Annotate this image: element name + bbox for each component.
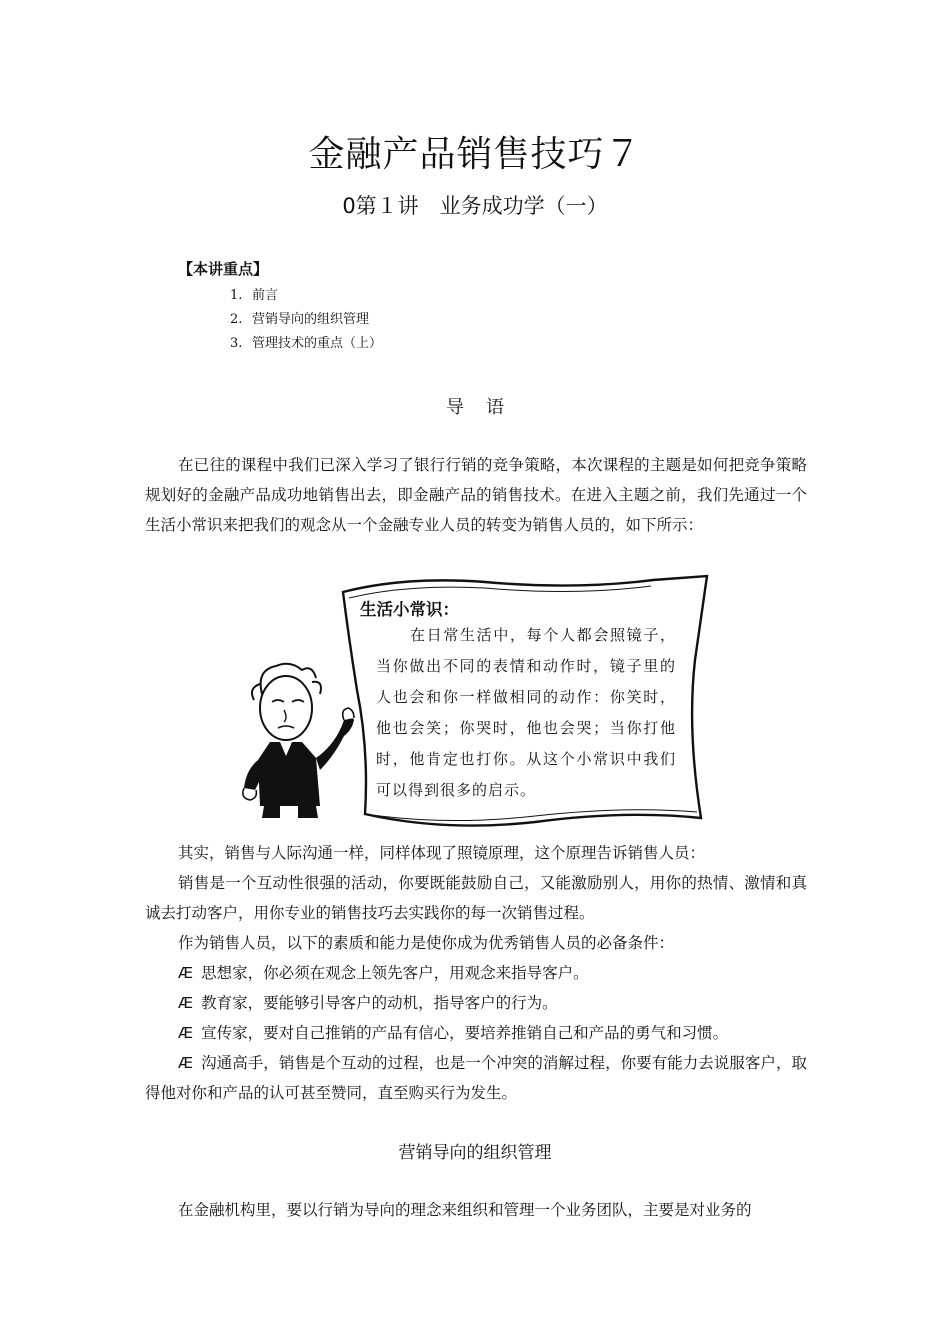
life-tip-illustration bbox=[240, 570, 720, 835]
bullet-marker: Æ bbox=[178, 1054, 194, 1072]
key-points-list bbox=[230, 284, 382, 356]
key-point-number: 3. bbox=[230, 336, 243, 351]
key-point-number: 2. bbox=[230, 312, 243, 327]
key-point-text: 前言 bbox=[252, 288, 279, 303]
quality-bullet bbox=[145, 1018, 807, 1048]
cartoon-man-icon bbox=[240, 660, 370, 820]
intro-paragraph: 在已往的课程中我们已深入学习了银行行销的竞争策略，本次课程的主题是如何把竞争策略规划好的金融产品成功地销售出去，即金融产品的销售技术。在进入主题之前，我们先通过一个生活小常识来把我们的观念从一个金融专业人员的转变为销售人员的，如下所示： bbox=[145, 456, 807, 534]
life-tip-title: 生活小常识： bbox=[360, 600, 459, 619]
mirror-principle-paragraph: 其实，销售与人际沟通一样，同样体现了照镜原理，这个原理告诉销售人员： bbox=[178, 844, 706, 862]
document-title: 金融产品销售技巧７ bbox=[308, 134, 642, 175]
key-points-label: 【本讲重点】 bbox=[178, 260, 269, 278]
bullet-text: 教育家，要能够引导客户的动机，指导客户的行为。 bbox=[201, 994, 558, 1012]
sales-qualities-paragraph: 作为销售人员，以下的素质和能力是使你成为优秀销售人员的必备条件： bbox=[178, 934, 675, 952]
key-point-number: 1. bbox=[230, 288, 243, 303]
bullet-marker: Æ bbox=[178, 1024, 194, 1042]
key-point-item bbox=[230, 284, 382, 308]
key-point-item bbox=[230, 308, 382, 332]
section-heading: 营销导向的组织管理 bbox=[398, 1143, 552, 1163]
quality-bullet bbox=[145, 1048, 807, 1108]
bullet-text: 沟通高手，销售是个互动的过程，也是一个冲突的消解过程，你要有能力去说服客户，取得他对你和产品的认可甚至赞同，直至购买行为发生。 bbox=[145, 1054, 807, 1102]
section-paragraph: 在金融机构里，要以行销为导向的理念来组织和管理一个业务团队，主要是对业务的 bbox=[178, 1201, 752, 1219]
lecture-subtitle: 0第１讲 业务成功学（一） bbox=[342, 194, 608, 218]
sales-interaction-paragraph: 销售是一个互动性很强的活动，你要既能鼓励自己，又能激励别人，用你的热情、激情和真诚去打动客户，用你专业的销售技巧去实践你的每一次销售过程。 bbox=[145, 874, 807, 922]
key-point-text: 管理技术的重点（上） bbox=[252, 336, 383, 351]
key-point-text: 营销导向的组织管理 bbox=[252, 312, 370, 327]
bullet-marker: Æ bbox=[178, 994, 194, 1012]
intro-heading: 导语 bbox=[446, 397, 526, 418]
bullet-marker: Æ bbox=[178, 964, 194, 982]
bullet-text: 宣传家，要对自己推销的产品有信心，要培养推销自己和产品的勇气和习惯。 bbox=[201, 1024, 729, 1042]
quality-bullet bbox=[145, 958, 807, 988]
quality-bullet bbox=[145, 988, 807, 1018]
bullet-text: 思想家，你必须在观念上领先客户，用观念来指导客户。 bbox=[201, 964, 589, 982]
life-tip-body: 在日常生活中，每个人都会照镜子，当你做出不同的表情和动作时，镜子里的人也会和你一样做相同的动作：你笑时，他也会笑；你哭时，他也会哭；当你打他时，他肯定也打你。从这个小常识中我们可以得到很多的启示。 bbox=[376, 626, 676, 799]
key-point-item bbox=[230, 332, 382, 356]
